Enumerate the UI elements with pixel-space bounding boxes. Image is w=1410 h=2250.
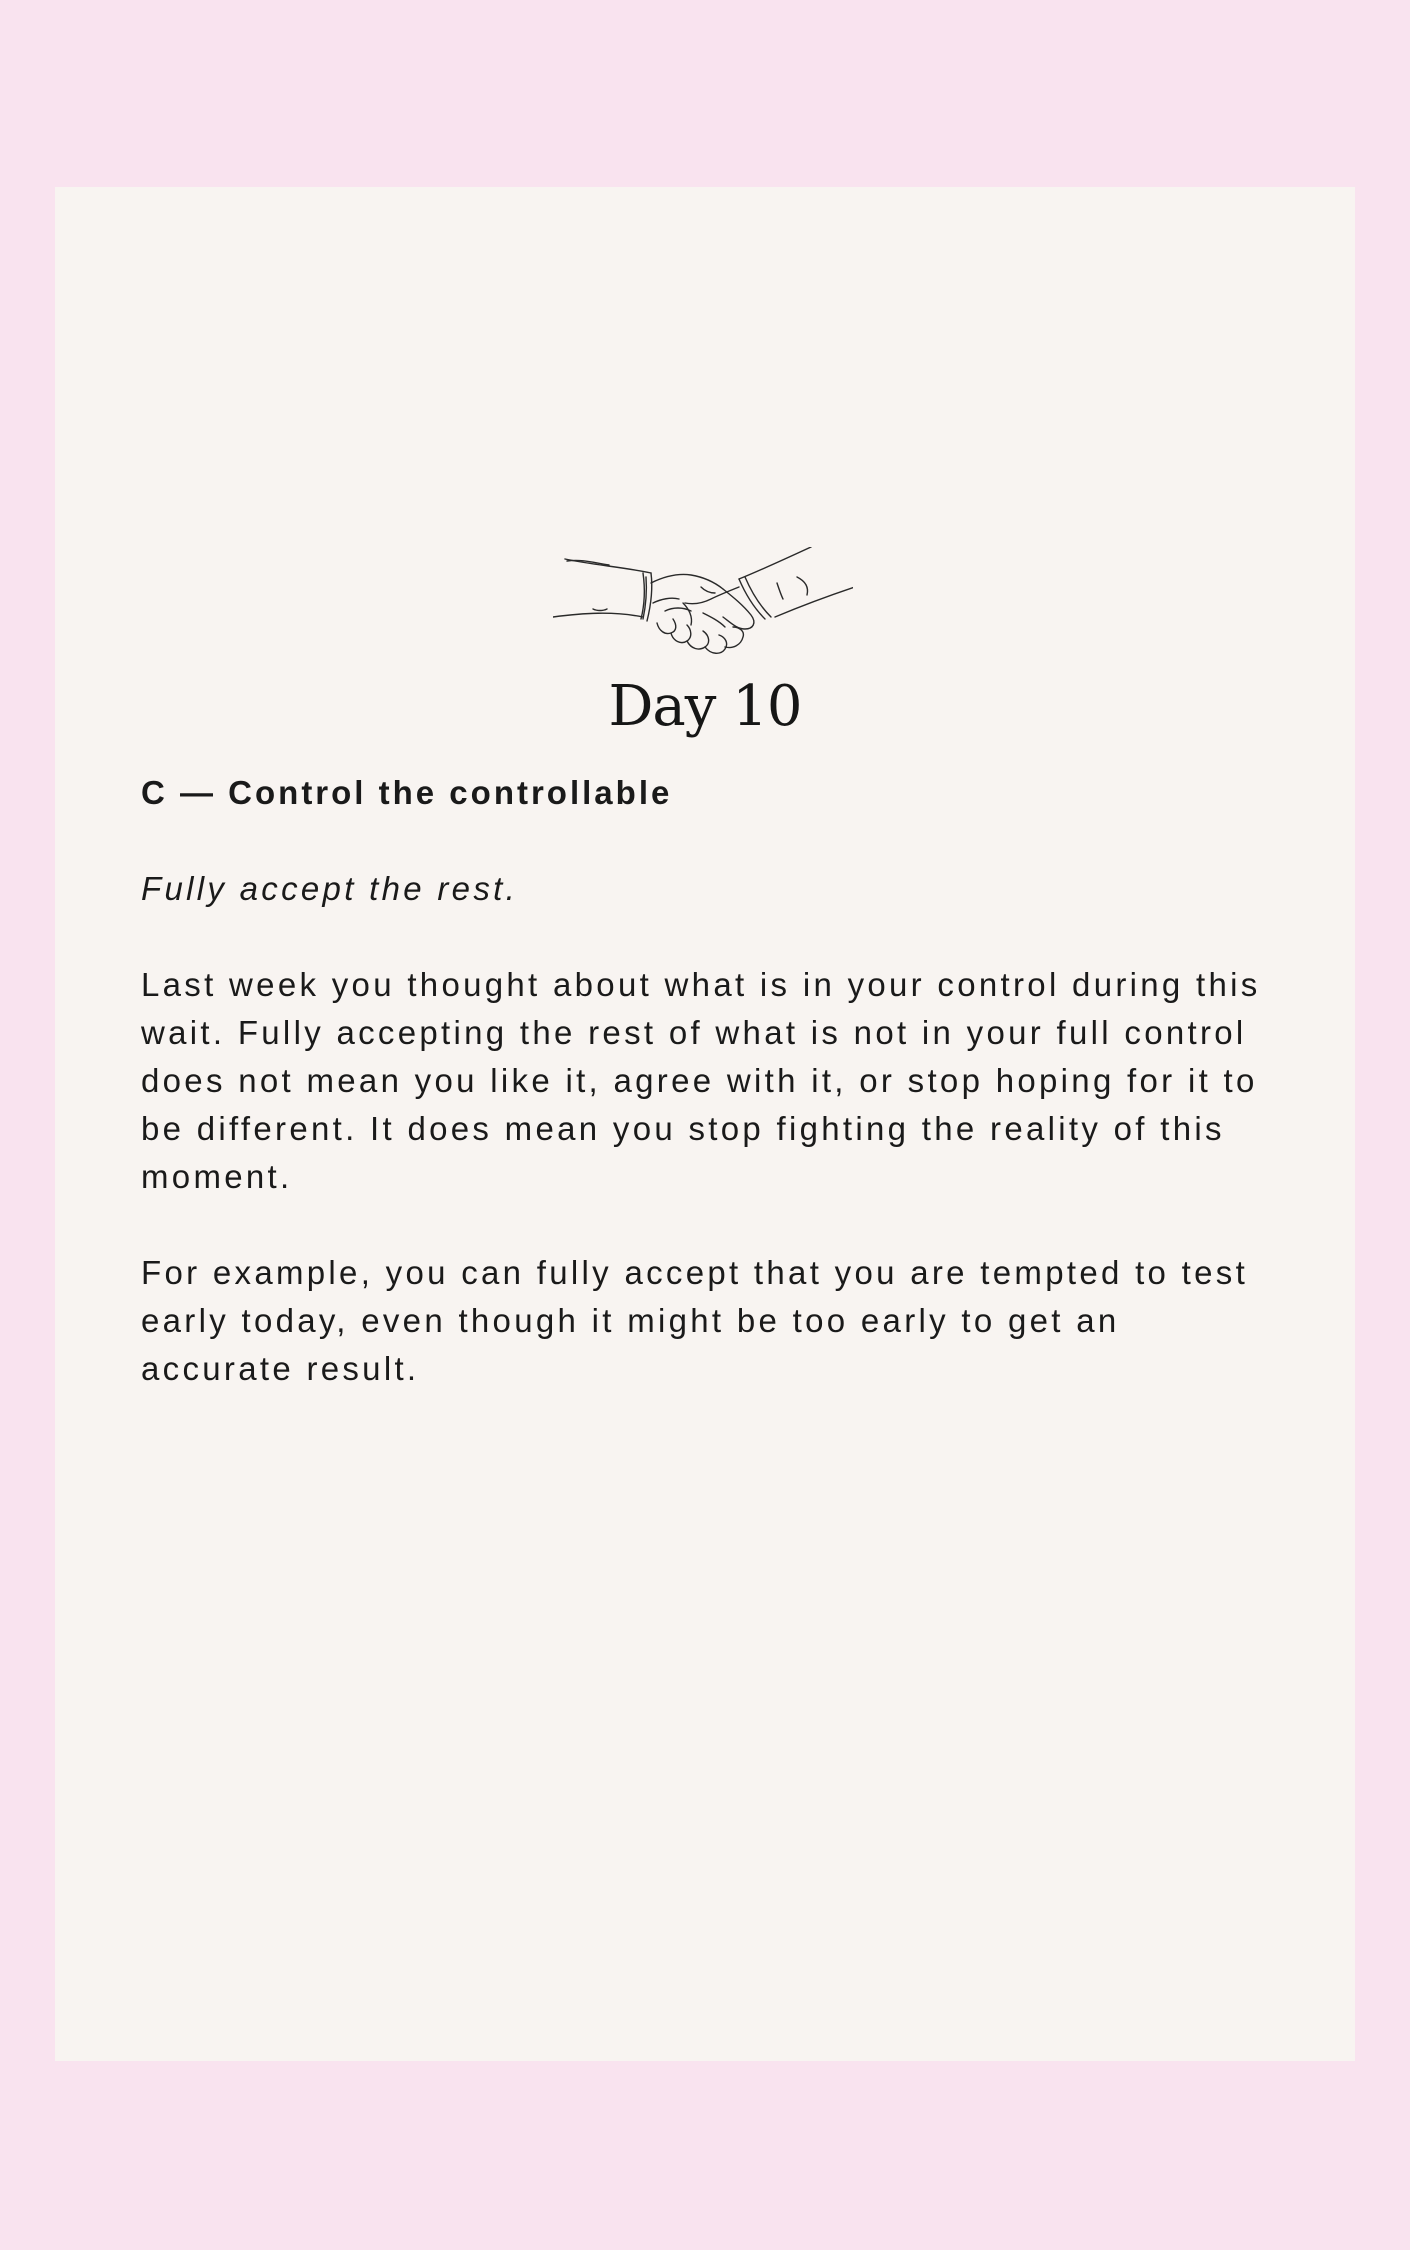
page-title: Day 10 [608,674,802,739]
body-paragraph-2: For example, you can fully accept that you are tempted to test early today, even though it might be too early to get an accurate result. [141,1254,1249,1387]
section-subtitle: Fully accept the rest. [141,870,519,907]
page-card [55,187,1355,2061]
section-heading: C — Control the controllable [141,774,673,811]
handshake-icon [553,547,853,682]
page-content [141,769,1281,1393]
body-paragraph-1: Last week you thought about what is in your control during this wait. Fully accepting the rest of what is not in your full control does not mean you like it, agree with it, or stop hoping for it to be different. It does mean you stop fighting the reality of this moment. [141,966,1261,1195]
